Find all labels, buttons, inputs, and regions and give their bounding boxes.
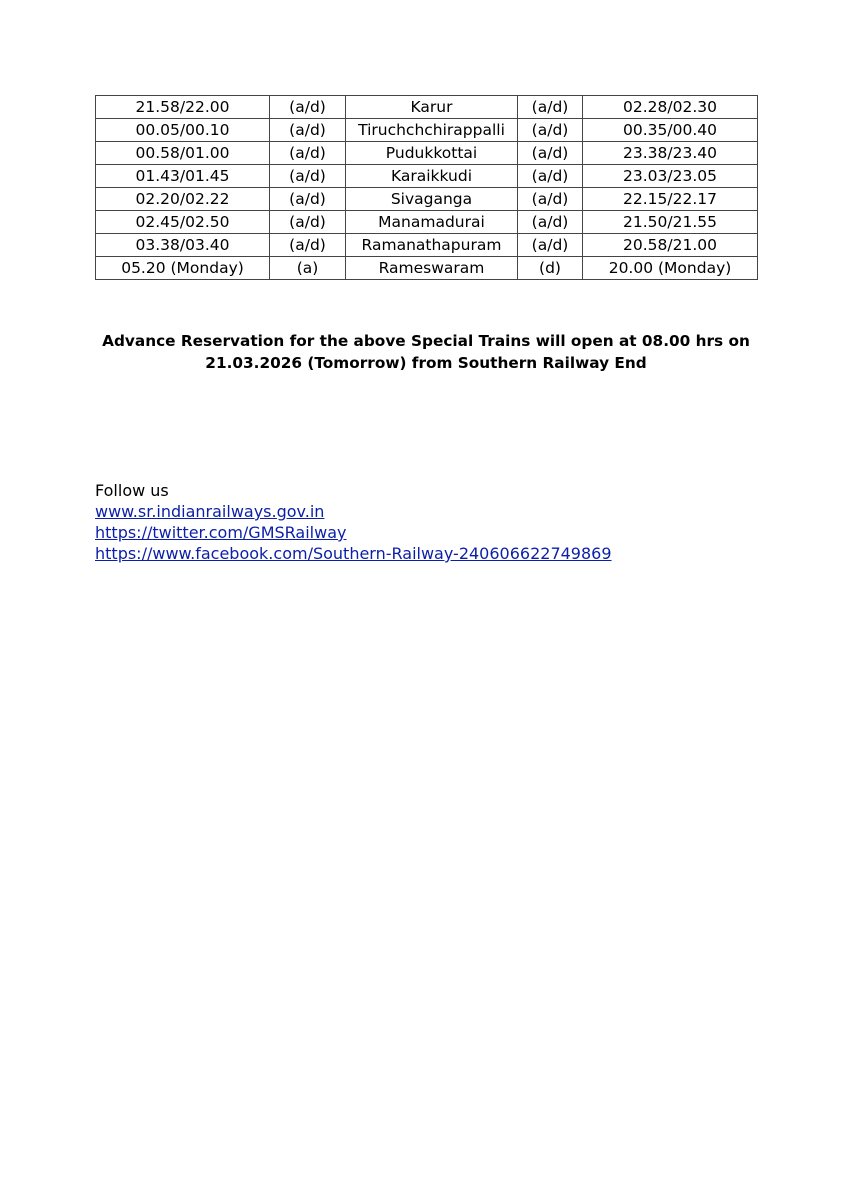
arrival-departure-code: (a/d) [270, 165, 346, 188]
follow-us-section [95, 480, 612, 564]
arrival-departure-time-outbound: 21.58/22.00 [96, 96, 270, 119]
reservation-notice-line-1: Advance Reservation for the above Special Trains will open at 08.00 hrs on [102, 332, 750, 350]
table-row [96, 165, 758, 188]
table-row [96, 234, 758, 257]
table-row [96, 188, 758, 211]
arrival-departure-code: (a/d) [270, 119, 346, 142]
arrival-departure-code: (a/d) [518, 165, 583, 188]
arrival-departure-code: (a/d) [270, 96, 346, 119]
table-row [96, 96, 758, 119]
arrival-departure-code: (a/d) [270, 234, 346, 257]
follow-us-label: Follow us [95, 481, 169, 500]
facebook-link[interactable]: https://www.facebook.com/Southern-Railway-240606622749869 [95, 544, 612, 563]
station-name: Sivaganga [346, 188, 518, 211]
arrival-departure-code: (a/d) [518, 96, 583, 119]
arrival-departure-time-return: 23.38/23.40 [583, 142, 758, 165]
station-name: Ramanathapuram [346, 234, 518, 257]
table-row [96, 142, 758, 165]
arrival-departure-time-return: 20.00 (Monday) [583, 257, 758, 280]
arrival-departure-code: (d) [518, 257, 583, 280]
table-row [96, 119, 758, 142]
arrival-departure-code: (a/d) [518, 119, 583, 142]
arrival-departure-time-outbound: 01.43/01.45 [96, 165, 270, 188]
twitter-link[interactable]: https://twitter.com/GMSRailway [95, 523, 347, 542]
reservation-notice [95, 330, 757, 374]
arrival-departure-time-outbound: 02.20/02.22 [96, 188, 270, 211]
station-name: Rameswaram [346, 257, 518, 280]
arrival-departure-code: (a/d) [518, 188, 583, 211]
arrival-departure-code: (a/d) [518, 234, 583, 257]
arrival-departure-code: (a/d) [518, 211, 583, 234]
arrival-departure-time-return: 02.28/02.30 [583, 96, 758, 119]
table-row [96, 211, 758, 234]
arrival-departure-code: (a/d) [270, 211, 346, 234]
arrival-departure-time-return: 22.15/22.17 [583, 188, 758, 211]
station-name: Karaikkudi [346, 165, 518, 188]
arrival-departure-code: (a) [270, 257, 346, 280]
station-name: Pudukkottai [346, 142, 518, 165]
reservation-notice-line-2: 21.03.2026 (Tomorrow) from Southern Railway End [205, 354, 647, 372]
arrival-departure-time-outbound: 00.05/00.10 [96, 119, 270, 142]
arrival-departure-time-return: 23.03/23.05 [583, 165, 758, 188]
arrival-departure-time-outbound: 02.45/02.50 [96, 211, 270, 234]
arrival-departure-code: (a/d) [270, 142, 346, 165]
arrival-departure-time-return: 21.50/21.55 [583, 211, 758, 234]
table-row [96, 257, 758, 280]
arrival-departure-code: (a/d) [270, 188, 346, 211]
website-link[interactable]: www.sr.indianrailways.gov.in [95, 502, 325, 521]
arrival-departure-time-return: 20.58/21.00 [583, 234, 758, 257]
station-name: Tiruchchchirappalli [346, 119, 518, 142]
arrival-departure-time-outbound: 05.20 (Monday) [96, 257, 270, 280]
arrival-departure-time-outbound: 00.58/01.00 [96, 142, 270, 165]
train-schedule-table [95, 95, 758, 280]
arrival-departure-time-return: 00.35/00.40 [583, 119, 758, 142]
arrival-departure-code: (a/d) [518, 142, 583, 165]
station-name: Karur [346, 96, 518, 119]
station-name: Manamadurai [346, 211, 518, 234]
arrival-departure-time-outbound: 03.38/03.40 [96, 234, 270, 257]
